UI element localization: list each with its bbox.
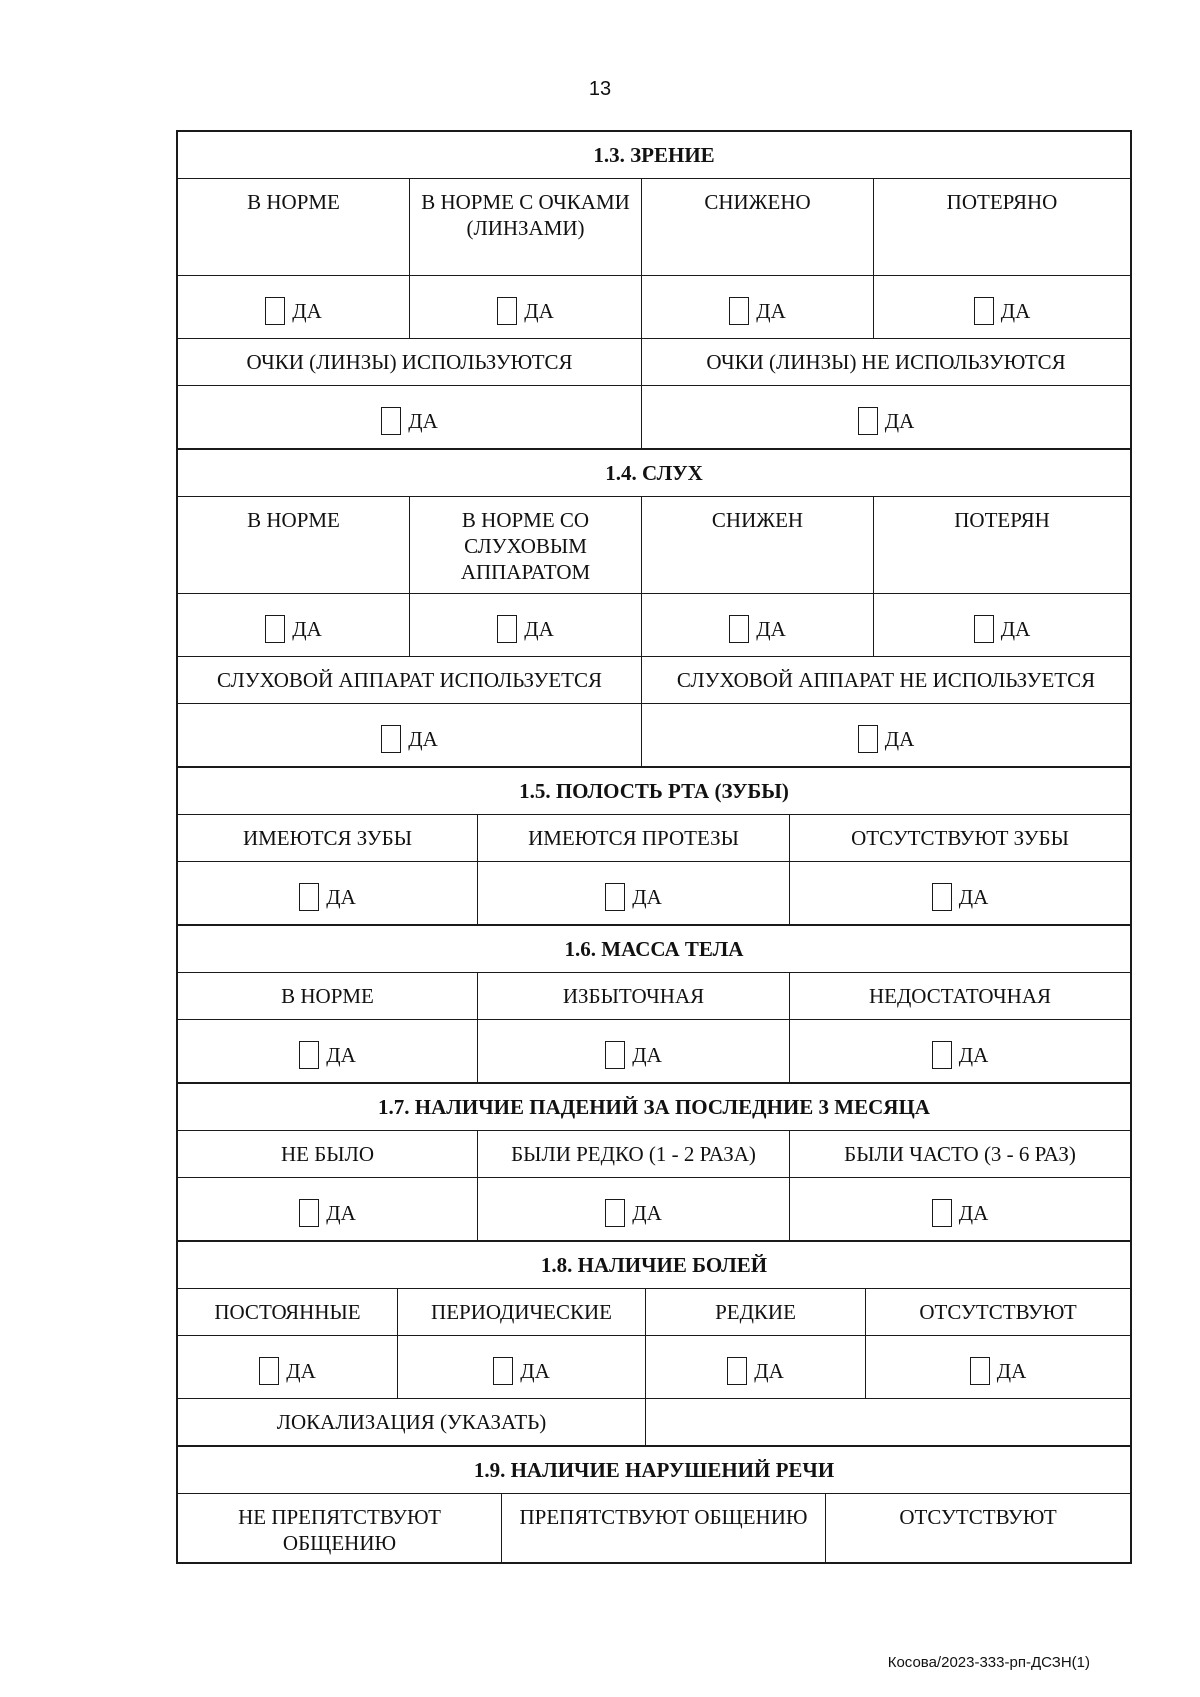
option-label: В НОРМЕ [247, 508, 340, 532]
localization-input[interactable] [646, 1399, 1130, 1445]
yes-label: ДА [632, 1201, 662, 1225]
yes-label: ДА [996, 1359, 1027, 1383]
yes-checkbox[interactable] [729, 289, 786, 325]
yes-label: ДА [292, 617, 322, 641]
option-label: ИМЕЮТСЯ ПРОТЕЗЫ [528, 826, 739, 850]
checkbox-row [178, 1178, 1130, 1240]
localization-label: ЛОКАЛИЗАЦИЯ (УКАЗАТЬ) [276, 1410, 547, 1434]
checkbox-square-icon [299, 1199, 319, 1227]
checkbox-row [178, 1336, 1130, 1399]
yes-checkbox[interactable] [265, 289, 322, 325]
checkbox-square-icon [381, 725, 401, 753]
option-label: ИМЕЮТСЯ ЗУБЫ [242, 826, 413, 850]
section-hearing [176, 448, 1132, 766]
yes-label: ДА [958, 885, 989, 909]
option-label: БЫЛИ РЕДКО (1 - 2 РАЗА) [511, 1142, 756, 1166]
yes-label: ДА [884, 409, 915, 433]
yes-label: ДА [756, 617, 786, 641]
option-label: РЕДКИЕ [715, 1300, 796, 1324]
yes-label: ДА [884, 727, 915, 751]
section-title: 1.3. ЗРЕНИЕ [178, 132, 1130, 179]
option-label: ПРЕПЯТСТВУЮТ ОБЩЕНИЮ [519, 1505, 808, 1529]
options-row [178, 1131, 1130, 1178]
checkbox-row [178, 704, 1130, 766]
option-label: ОТСУТСТВУЮТ [919, 1300, 1077, 1324]
options-row [178, 179, 1130, 276]
checkbox-square-icon [729, 297, 749, 325]
yes-label: ДА [326, 1043, 356, 1067]
yes-label: ДА [632, 885, 662, 909]
yes-label: ДА [1000, 617, 1031, 641]
yes-checkbox[interactable] [970, 1349, 1027, 1385]
option-label: ПОТЕРЯН [954, 508, 1050, 532]
yes-label: ДА [408, 409, 438, 433]
yes-label: ДА [1000, 299, 1031, 323]
yes-checkbox[interactable] [265, 607, 322, 643]
section-title: 1.7. НАЛИЧИЕ ПАДЕНИЙ ЗА ПОСЛЕДНИЕ 3 МЕСЯЦА [178, 1084, 1130, 1131]
option-label: СНИЖЕН [711, 508, 804, 532]
option-label: СЛУХОВОЙ АППАРАТ НЕ ИСПОЛЬЗУЕТСЯ [676, 668, 1096, 692]
options-row [178, 497, 1130, 594]
option-label: ПЕРИОДИЧЕСКИЕ [431, 1300, 612, 1324]
option-label: ОЧКИ (ЛИНЗЫ) НЕ ИСПОЛЬЗУЮТСЯ [706, 350, 1066, 374]
section-vision [176, 130, 1132, 448]
checkbox-square-icon [605, 883, 625, 911]
page-number: 13 [588, 78, 612, 100]
option-label: ПОСТОЯННЫЕ [214, 1300, 361, 1324]
checkbox-square-icon [493, 1357, 513, 1385]
checkbox-square-icon [381, 407, 401, 435]
yes-checkbox[interactable] [381, 399, 438, 435]
option-label: ПОТЕРЯНО [946, 190, 1058, 214]
yes-checkbox[interactable] [932, 875, 989, 911]
checkbox-square-icon [299, 883, 319, 911]
options-row [178, 1494, 1130, 1562]
yes-checkbox[interactable] [727, 1349, 784, 1385]
checkbox-square-icon [974, 615, 994, 643]
options-row [178, 1289, 1130, 1336]
yes-checkbox[interactable] [497, 289, 554, 325]
option-label: ОЧКИ (ЛИНЗЫ) ИСПОЛЬЗУЮТСЯ [246, 350, 573, 374]
section-title: 1.8. НАЛИЧИЕ БОЛЕЙ [178, 1242, 1130, 1289]
checkbox-square-icon [727, 1357, 747, 1385]
yes-checkbox[interactable] [858, 717, 915, 753]
yes-label: ДА [958, 1043, 989, 1067]
yes-checkbox[interactable] [259, 1349, 316, 1385]
option-label: СНИЖЕНО [704, 190, 811, 214]
options-row [178, 973, 1130, 1020]
checkbox-row [178, 862, 1130, 924]
checkbox-square-icon [299, 1041, 319, 1069]
yes-label: ДА [958, 1201, 989, 1225]
yes-checkbox[interactable] [974, 607, 1031, 643]
section-title: 1.4. СЛУХ [178, 450, 1130, 497]
checkbox-square-icon [932, 1041, 952, 1069]
section-speech [176, 1445, 1132, 1564]
section-falls [176, 1082, 1132, 1240]
yes-checkbox[interactable] [932, 1191, 989, 1227]
yes-checkbox[interactable] [858, 399, 915, 435]
yes-label: ДА [326, 1201, 356, 1225]
yes-label: ДА [524, 617, 554, 641]
option-label: ИЗБЫТОЧНАЯ [562, 984, 705, 1008]
option-label: В НОРМЕ СО СЛУХОВЫМ АППАРАТОМ [460, 508, 591, 584]
checkbox-square-icon [259, 1357, 279, 1385]
option-label: ОТСУТСТВУЮТ [899, 1505, 1057, 1529]
option-label: БЫЛИ ЧАСТО (3 - 6 РАЗ) [844, 1142, 1076, 1166]
section-weight [176, 924, 1132, 1082]
option-label: НЕДОСТАТОЧНАЯ [868, 984, 1052, 1008]
yes-checkbox[interactable] [932, 1033, 989, 1069]
document-code: Косова/2023-333-рп-ДСЗН(1) [887, 1654, 1090, 1671]
section-mouth [176, 766, 1132, 924]
section-pain [176, 1240, 1132, 1445]
yes-checkbox[interactable] [493, 1349, 550, 1385]
checkbox-square-icon [497, 297, 517, 325]
yes-checkbox[interactable] [381, 717, 438, 753]
yes-checkbox[interactable] [729, 607, 786, 643]
checkbox-square-icon [729, 615, 749, 643]
yes-label: ДА [754, 1359, 784, 1383]
checkbox-square-icon [858, 725, 878, 753]
yes-checkbox[interactable] [299, 1033, 356, 1069]
glasses-row [178, 339, 1130, 386]
yes-label: ДА [524, 299, 554, 323]
checkbox-row [178, 594, 1130, 657]
yes-label: ДА [632, 1043, 662, 1067]
yes-checkbox[interactable] [299, 875, 356, 911]
checkbox-square-icon [265, 615, 285, 643]
option-label: В НОРМЕ [247, 190, 340, 214]
checkbox-square-icon [974, 297, 994, 325]
option-label: ОТСУТСТВУЮТ ЗУБЫ [851, 826, 1069, 850]
yes-label: ДА [286, 1359, 316, 1383]
hearing-aid-row [178, 657, 1130, 704]
section-title: 1.6. МАССА ТЕЛА [178, 926, 1130, 973]
yes-checkbox[interactable] [299, 1191, 356, 1227]
yes-label: ДА [520, 1359, 550, 1383]
checkbox-square-icon [497, 615, 517, 643]
yes-label: ДА [292, 299, 322, 323]
option-label: СЛУХОВОЙ АППАРАТ ИСПОЛЬЗУЕТСЯ [217, 668, 602, 692]
checkbox-square-icon [265, 297, 285, 325]
checkbox-row [178, 276, 1130, 339]
yes-checkbox[interactable] [605, 875, 662, 911]
checkbox-square-icon [932, 1199, 952, 1227]
checkbox-square-icon [932, 883, 952, 911]
yes-label: ДА [408, 727, 438, 751]
localization-row [178, 1399, 1130, 1445]
yes-label: ДА [326, 885, 356, 909]
yes-label: ДА [756, 299, 786, 323]
option-label: НЕ ПРЕПЯТСТВУЮТ ОБЩЕНИЮ [238, 1505, 441, 1555]
option-label: НЕ БЫЛО [280, 1142, 375, 1166]
checkbox-square-icon [970, 1357, 990, 1385]
option-label: В НОРМЕ С ОЧКАМИ (ЛИНЗАМИ) [421, 190, 630, 240]
yes-checkbox[interactable] [974, 289, 1031, 325]
option-label: В НОРМЕ [281, 984, 374, 1008]
options-row [178, 815, 1130, 862]
checkbox-row [178, 386, 1130, 448]
section-title: 1.9. НАЛИЧИЕ НАРУШЕНИЙ РЕЧИ [178, 1447, 1130, 1494]
section-title: 1.5. ПОЛОСТЬ РТА (ЗУБЫ) [178, 768, 1130, 815]
assessment-form [176, 130, 1132, 1564]
checkbox-square-icon [605, 1041, 625, 1069]
yes-checkbox[interactable] [605, 1033, 662, 1069]
checkbox-row [178, 1020, 1130, 1082]
checkbox-square-icon [858, 407, 878, 435]
checkbox-square-icon [605, 1199, 625, 1227]
yes-checkbox[interactable] [605, 1191, 662, 1227]
yes-checkbox[interactable] [497, 607, 554, 643]
